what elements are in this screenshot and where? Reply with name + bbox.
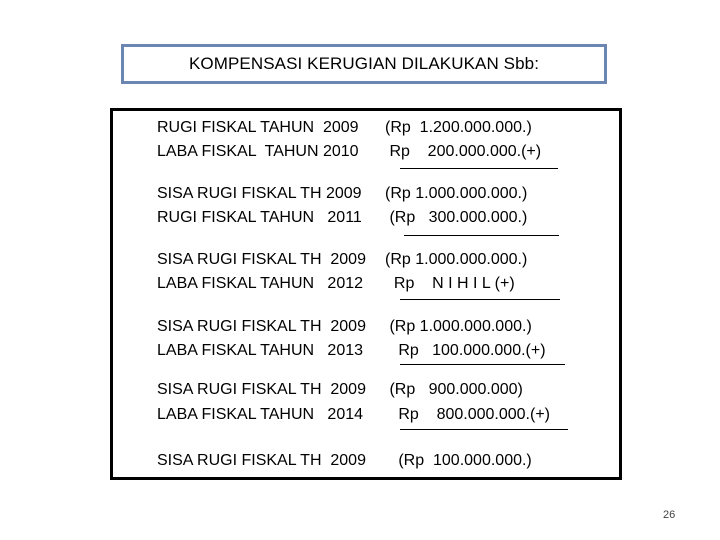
line-label: LABA FISKAL TAHUN 2014	[157, 406, 364, 423]
line-value: (Rp 900.000.000)	[385, 381, 523, 398]
line-value: (Rp 1.000.000.000.)	[385, 185, 528, 202]
line-label: SISA RUGI FISKAL TH 2009	[157, 318, 366, 335]
line-label: LABA FISKAL TAHUN 2013	[157, 342, 364, 359]
line-value: Rp N I H I L (+)	[385, 275, 515, 292]
line-label: RUGI FISKAL TAHUN 2009	[157, 119, 359, 136]
line-label: SISA RUGI FISKAL TH 2009	[157, 185, 362, 202]
page-number: 26	[663, 509, 676, 521]
line-label: LABA FISKAL TAHUN 2012	[157, 275, 364, 292]
line-label: SISA RUGI FISKAL TH 2009	[157, 251, 366, 268]
line-label: RUGI FISKAL TAHUN 2011	[157, 209, 362, 226]
line-value: Rp 100.000.000.(+)	[385, 342, 546, 359]
sum-rule	[404, 235, 559, 236]
line-label: LABA FISKAL TAHUN 2010	[157, 143, 359, 160]
sum-rule	[400, 299, 560, 300]
title-box	[121, 44, 607, 84]
slide-title: KOMPENSASI KERUGIAN DILAKUKAN Sbb:	[188, 54, 540, 73]
line-value: (Rp 300.000.000.)	[385, 209, 528, 226]
sum-rule	[400, 364, 565, 365]
sum-rule	[400, 429, 568, 430]
line-value: (Rp 100.000.000.)	[385, 452, 532, 469]
line-label: SISA RUGI FISKAL TH 2009	[157, 452, 366, 469]
line-value: (Rp 1.000.000.000.)	[385, 251, 528, 268]
line-label: SISA RUGI FISKAL TH 2009	[157, 381, 366, 398]
line-value: (Rp 1.200.000.000.)	[385, 119, 532, 136]
sum-rule	[400, 168, 558, 169]
line-value: Rp 200.000.000.(+)	[385, 143, 542, 160]
line-value: Rp 800.000.000.(+)	[385, 406, 550, 423]
content-box	[110, 108, 622, 480]
line-value: (Rp 1.000.000.000.)	[385, 318, 532, 335]
